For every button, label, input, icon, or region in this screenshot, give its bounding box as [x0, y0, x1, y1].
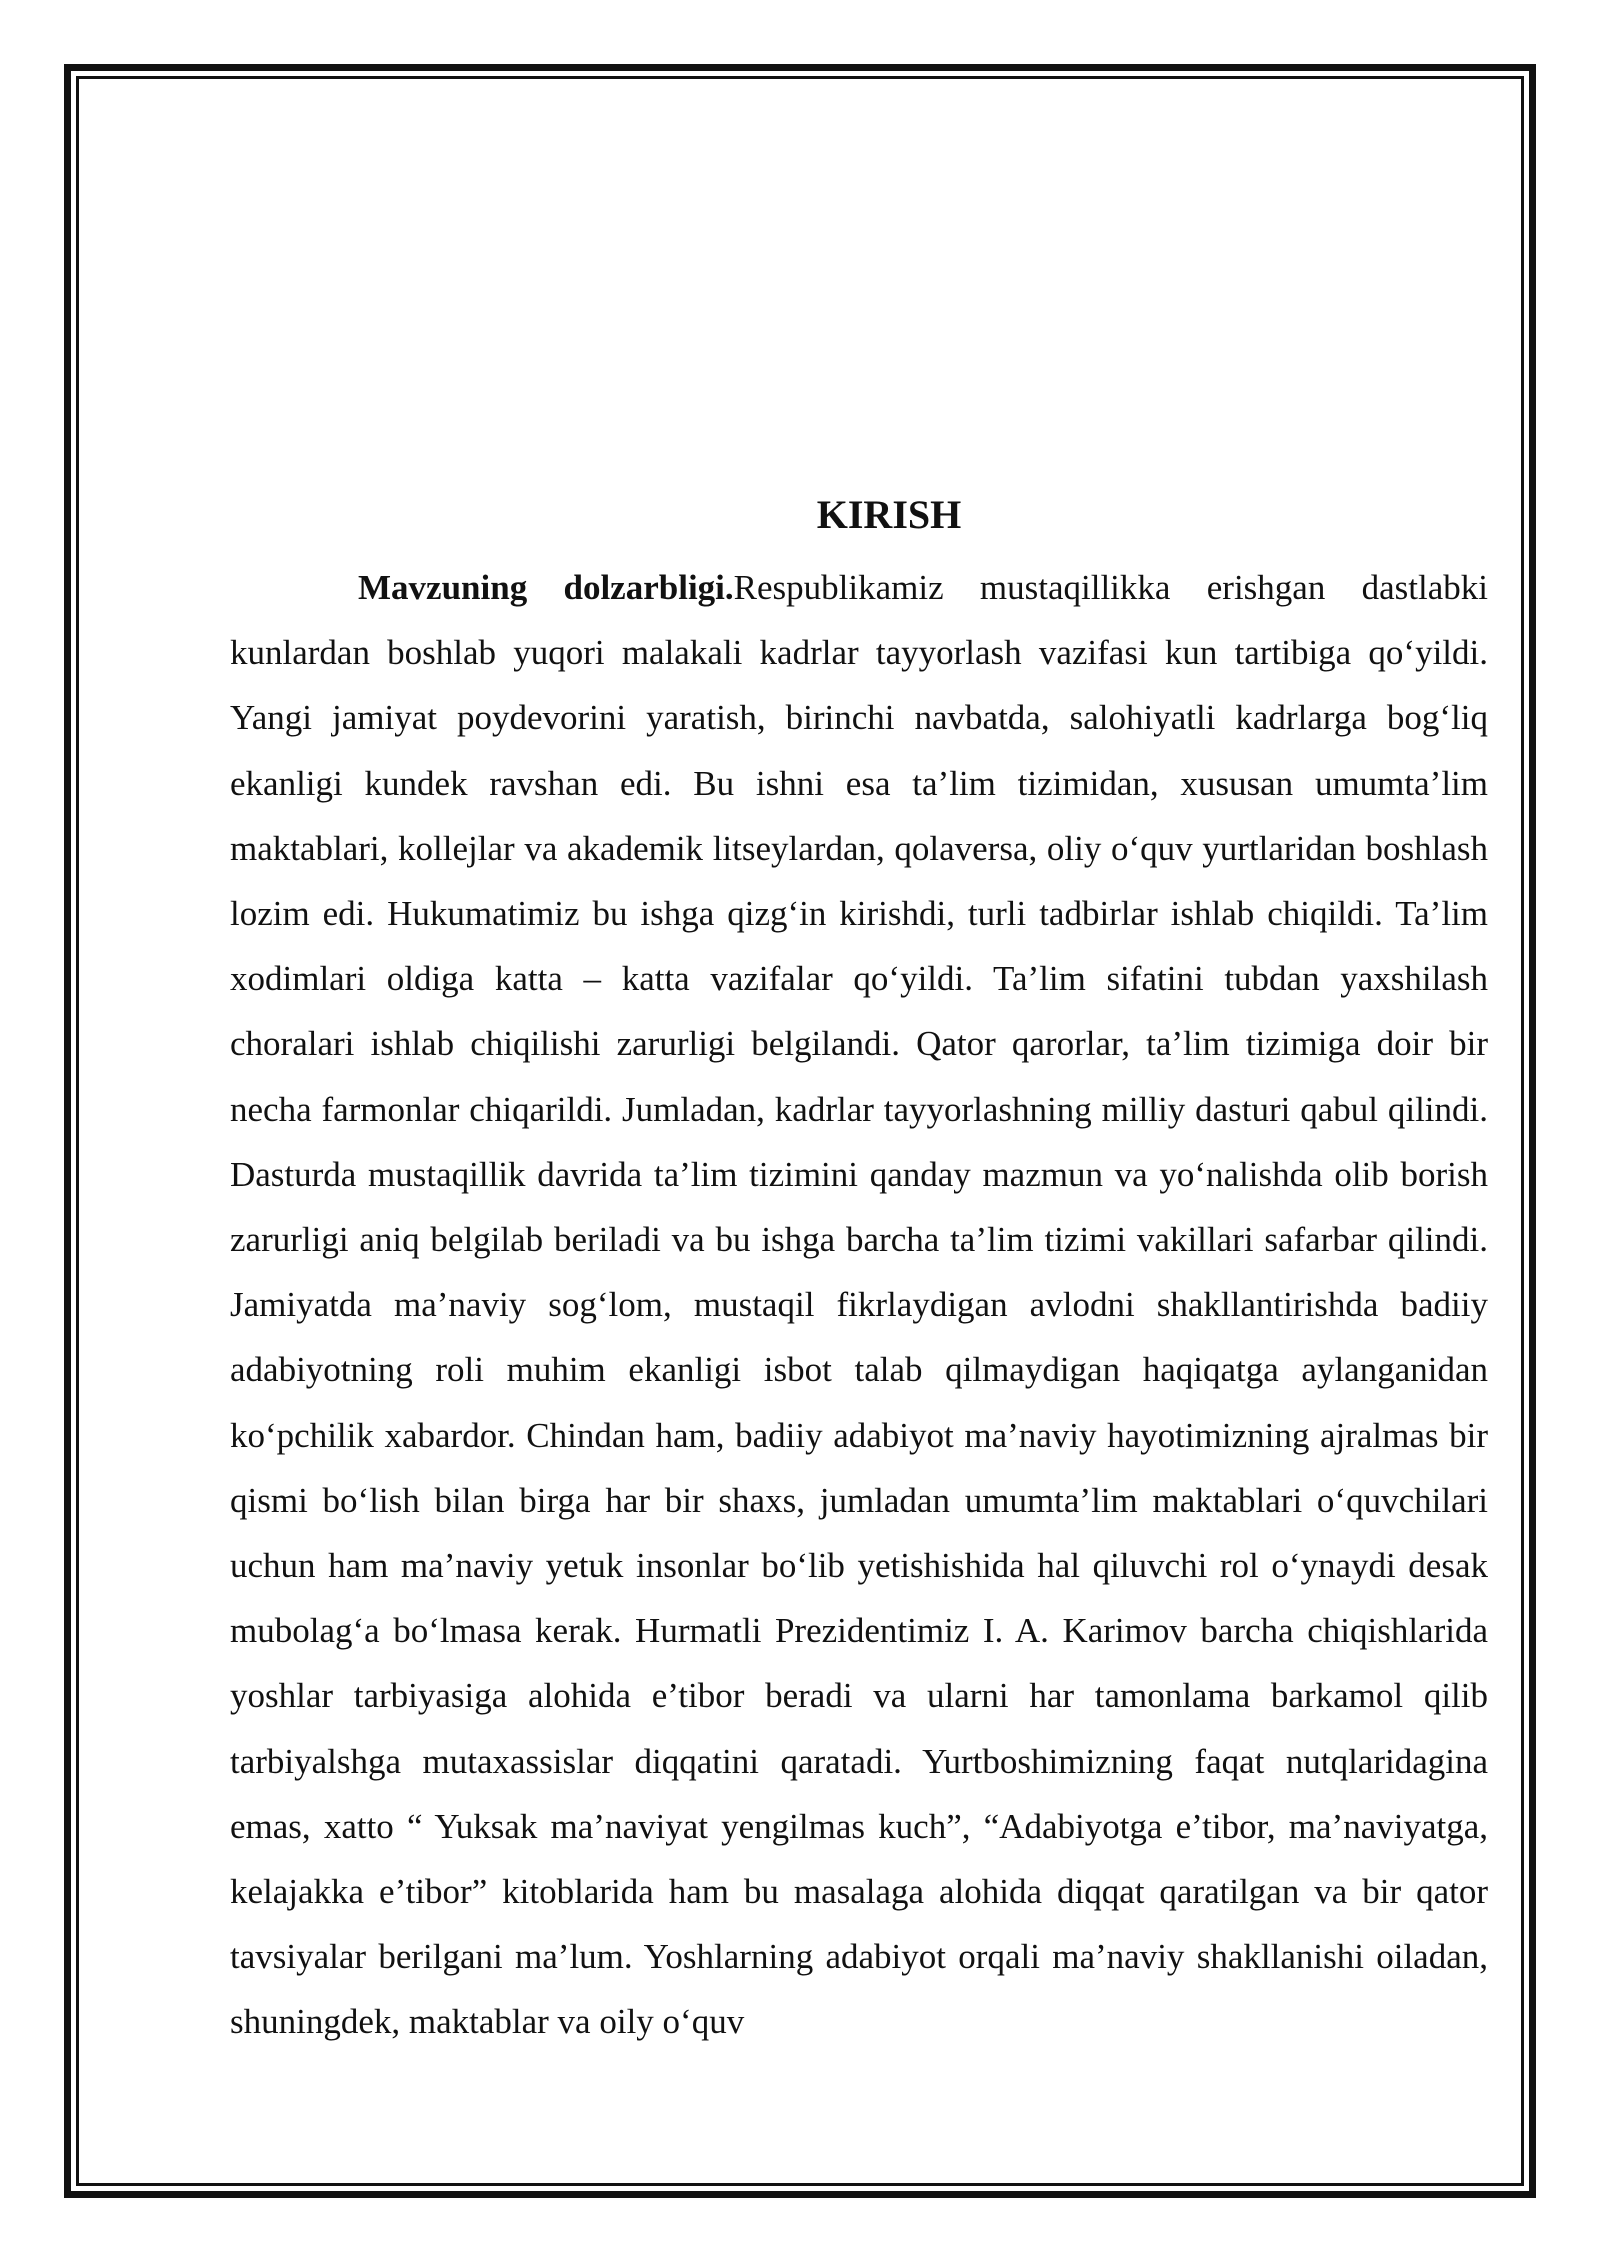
- lead-phrase: Mavzuning dolzarbligi.: [358, 568, 734, 607]
- paragraph-text: Respublikamiz mustaqillikka erishgan dastlabki kunlardan boshlab yuqori malakali kadrlar tayyorlash vazifasi kun tartibiga qo‘yildi. Yangi jamiyat poydevorini yaratish, birinchi navbatda, salohiyatli kadrlarga bog‘liq ekanligi kundek ravshan edi. Bu ishni esa ta’lim tizimidan, xususan umumta’lim maktablari, kollejlar va akademik litseylardan, qolaversa, oliy o‘quv yurtlaridan boshlash lozim edi. Hukumatimiz bu ishga qizg‘in kirishdi, turli tadbirlar ishlab chiqildi. Ta’lim xodimlari oldiga katta – katta vazifalar qo‘yildi. Ta’lim sifatini tubdan yaxshilash choralari ishlab chiqilishi zarurligi belgilandi. Qator qarorlar, ta’lim tizimiga doir bir necha farmonlar chiqarildi. Jumladan, kadrlar tayyorlashning milliy dasturi qabul qilindi. Dasturda mustaqillik davrida ta’lim tizimini qanday mazmun va yo‘nalishda olib borish zarurligi aniq belgilab beriladi va bu ishga barcha ta’lim tizimi vakillari safarbar qilindi. Jamiyatda ma’naviy sog‘lom, mustaqil fikrlaydigan avlodni shakllantirishda badiiy adabiyotning roli muhim ekanligi isbot talab qilmaydigan haqiqatga aylanganidan ko‘pchilik xabardor. Chindan ham, badiiy adabiyot ma’naviy hayotimizning ajralmas bir qismi bo‘lish bilan birga har bir shaxs, jumladan umumta’lim maktablari o‘quvchilari uchun ham ma’naviy yetuk insonlar bo‘lib yetishishida hal qiluvchi rol o‘ynaydi desak mubolag‘a bo‘lmasa kerak. Hurmatli Prezidentimiz I. A. Karimov barcha chiqishlarida yoshlar tarbiyasiga alohida e’tibor beradi va ularni har tamonlama barkamol qilib tarbiyalshga mutaxassislar diqqatini qaratadi. Yurtboshimizning faqat nutqlaridagina emas, xatto “ Yuksak ma’naviyat yengilmas kuch”, “Adabiyotga e’tibor, ma’naviyatga, kelajakka e’tibor” kitoblarida ham bu masalaga alohida diqqat qaratilgan va bir qator tavsiyalar berilgani ma’lum. Yoshlarning adabiyot orqali ma’naviy shakllanishi oiladan, shuningdek, maktablar va oily o‘quv: [230, 568, 1488, 2042]
- document-content: [230, 490, 1488, 2055]
- section-heading: KIRISH: [816, 492, 962, 537]
- body-paragraph: [230, 555, 1488, 2055]
